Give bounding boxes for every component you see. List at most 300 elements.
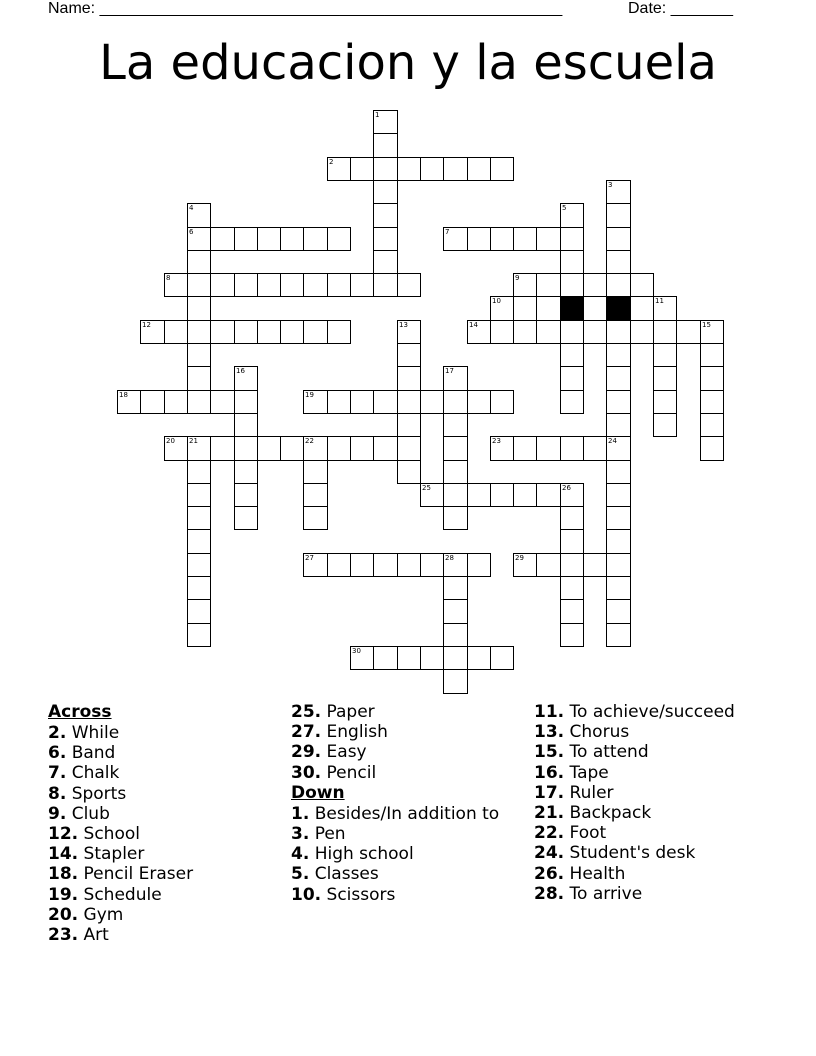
crossword-cell[interactable] [420, 553, 444, 577]
cell-number: 9 [515, 274, 520, 282]
crossword-cell[interactable] [536, 483, 561, 507]
cell-number: 3 [608, 181, 613, 189]
clue-number: 15. [534, 742, 565, 763]
clue-text: Tape [569, 762, 609, 783]
crossword-cell[interactable] [443, 413, 468, 437]
cell-number: 27 [305, 554, 314, 562]
clue-number: 12. [48, 824, 79, 845]
crossword-cell[interactable] [397, 390, 421, 414]
crossword-cell[interactable] [490, 320, 514, 344]
clue-number: 10. [291, 884, 322, 905]
crossword-cell[interactable] [676, 320, 701, 344]
crossword-cell[interactable] [467, 553, 491, 577]
cell-number: 16 [236, 367, 245, 375]
crossword-cell[interactable] [490, 227, 514, 251]
crossword-cell[interactable] [373, 646, 398, 670]
crossword-cell[interactable] [653, 390, 677, 414]
clue-item [48, 864, 283, 884]
crossword-cell[interactable] [187, 320, 211, 344]
clue-item [48, 885, 283, 905]
clue-item [48, 905, 283, 925]
crossword-cell[interactable] [397, 157, 421, 181]
cell-number: 30 [352, 647, 361, 655]
cell-number: 10 [492, 297, 501, 305]
clue-number: 4. [291, 844, 310, 865]
cell-number: 25 [422, 484, 431, 492]
crossword-cell[interactable] [327, 273, 351, 297]
cell-number: 23 [492, 437, 501, 445]
crossword-cell[interactable] [373, 553, 398, 577]
crossword-cell[interactable] [490, 390, 514, 414]
clue-item [534, 843, 769, 863]
crossword-cell[interactable] [536, 227, 561, 251]
crossword-cell[interactable] [606, 180, 631, 204]
clue-number: 13. [534, 722, 565, 743]
crossword-cell[interactable] [443, 669, 468, 694]
crossword-cell[interactable] [443, 553, 468, 577]
crossword-cell[interactable] [187, 250, 211, 274]
clue-item [291, 722, 526, 742]
clue-list [48, 702, 788, 962]
crossword-cell[interactable] [350, 157, 374, 181]
clue-item [291, 763, 526, 783]
crossword-cell[interactable] [164, 390, 188, 414]
crossword-cell[interactable] [653, 366, 677, 391]
crossword-cell[interactable] [164, 436, 188, 461]
crossword-cell[interactable] [606, 483, 631, 507]
crossword-cell[interactable] [606, 413, 631, 437]
crossword-cell[interactable] [350, 553, 374, 577]
crossword-cell[interactable] [420, 646, 444, 670]
clue-text: Student's desk [569, 843, 696, 864]
crossword-cell[interactable] [373, 227, 398, 251]
clue-column-1 [48, 702, 283, 945]
crossword-cell[interactable] [536, 436, 561, 461]
clue-item [48, 784, 283, 804]
crossword-cell[interactable] [606, 576, 631, 600]
crossword-cell[interactable] [210, 273, 235, 297]
crossword-cell[interactable] [653, 413, 677, 437]
crossword-cell[interactable] [303, 436, 328, 461]
crossword-cell[interactable] [606, 460, 631, 484]
clue-number: 3. [291, 824, 310, 845]
cell-number: 2 [329, 158, 334, 166]
crossword-cell[interactable] [467, 390, 491, 414]
crossword-cell[interactable] [606, 506, 631, 530]
crossword-cell[interactable] [257, 436, 281, 461]
crossword-cell[interactable] [420, 157, 444, 181]
clue-item [48, 804, 283, 824]
crossword-cell[interactable] [513, 320, 537, 344]
crossword-cell[interactable] [536, 296, 561, 321]
crossword-cell[interactable] [210, 227, 235, 251]
crossword-cell[interactable] [560, 227, 584, 251]
clue-number: 21. [534, 803, 565, 824]
cell-number: 28 [445, 554, 454, 562]
crossword-cell[interactable] [583, 320, 607, 344]
crossword-cell[interactable] [187, 390, 211, 414]
crossword-cell[interactable] [700, 366, 724, 391]
clue-text: Easy [326, 742, 367, 763]
crossword-cell[interactable] [467, 227, 491, 251]
clue-number: 22. [534, 823, 565, 844]
crossword-cell[interactable] [303, 553, 328, 577]
date-field-label: Date: _______ [628, 0, 733, 17]
clue-item [534, 864, 769, 884]
clue-number: 14. [48, 844, 79, 865]
clue-text: High school [314, 844, 414, 865]
cell-number: 12 [142, 321, 151, 329]
crossword-cell[interactable] [443, 506, 468, 530]
clue-text: Scissors [326, 884, 396, 905]
cell-number: 17 [445, 367, 454, 375]
crossword-cell[interactable] [443, 227, 468, 251]
crossword-cell[interactable] [164, 320, 188, 344]
clue-item [291, 844, 526, 864]
crossword-cell[interactable] [234, 390, 258, 414]
clue-number: 28. [534, 883, 565, 904]
crossword-cell[interactable] [443, 157, 468, 181]
clue-item [534, 722, 769, 742]
crossword-cell[interactable] [280, 320, 304, 344]
crossword-cell[interactable] [700, 390, 724, 414]
cell-number: 13 [399, 321, 408, 329]
crossword-cell[interactable] [234, 413, 258, 437]
crossword-cell[interactable] [373, 203, 398, 228]
crossword-cell[interactable] [606, 343, 631, 367]
crossword-cell[interactable] [560, 366, 584, 391]
crossword-cell[interactable] [350, 436, 374, 461]
clue-text: Health [569, 863, 626, 884]
crossword-cell[interactable] [397, 553, 421, 577]
crossword-cell[interactable] [467, 157, 491, 181]
clue-number: 23. [48, 925, 79, 946]
crossword-cell[interactable] [373, 133, 398, 158]
crossword-cell[interactable] [234, 506, 258, 530]
crossword-cell[interactable] [373, 250, 398, 274]
crossword-cell[interactable] [606, 320, 631, 344]
crossword-cell[interactable] [187, 623, 211, 647]
crossword-cell[interactable] [560, 506, 584, 530]
crossword-cell[interactable] [187, 436, 211, 461]
crossword-cell[interactable] [210, 436, 235, 461]
crossword-cell[interactable] [397, 366, 421, 391]
crossword-cell[interactable] [513, 553, 537, 577]
crossword-cell[interactable] [443, 576, 468, 600]
crossword-cell[interactable] [397, 273, 421, 297]
cell-number: 14 [469, 321, 478, 329]
crossword-cell[interactable] [280, 273, 304, 297]
clue-item [291, 824, 526, 844]
clue-number: 20. [48, 904, 79, 925]
crossword-cell[interactable] [187, 366, 211, 391]
clue-text: Pen [314, 824, 346, 845]
crossword-cell[interactable] [560, 343, 584, 367]
crossword-cell[interactable] [606, 250, 631, 274]
crossword-cell[interactable] [560, 436, 584, 461]
crossword-cell[interactable] [606, 273, 631, 297]
crossword-cell[interactable] [350, 646, 374, 670]
crossword-cell[interactable] [280, 436, 304, 461]
crossword-cell[interactable] [513, 227, 537, 251]
across-heading: Across [48, 702, 112, 722]
crossword-cell[interactable] [606, 599, 631, 624]
crossword-cell[interactable] [443, 646, 468, 670]
clue-text: Chalk [71, 763, 120, 784]
crossword-cell[interactable] [397, 436, 421, 461]
crossword-cell[interactable] [443, 436, 468, 461]
clue-text: Art [83, 925, 109, 946]
clue-item [534, 702, 769, 722]
crossword-cell[interactable] [630, 296, 654, 321]
crossword-cell[interactable] [560, 273, 584, 297]
cell-number: 18 [119, 391, 128, 399]
cell-number: 29 [515, 554, 524, 562]
crossword-cell[interactable] [234, 483, 258, 507]
crossword-cell[interactable] [606, 203, 631, 228]
clue-number: 30. [291, 762, 322, 783]
crossword-cell[interactable] [397, 646, 421, 670]
crossword-cell[interactable] [653, 320, 677, 344]
clue-text: Schedule [83, 884, 162, 905]
crossword-cell[interactable] [513, 296, 537, 321]
clue-number: 29. [291, 742, 322, 763]
clue-item [48, 743, 283, 763]
crossword-cell[interactable] [303, 273, 328, 297]
crossword-cell[interactable] [560, 483, 584, 507]
crossword-cell[interactable] [606, 366, 631, 391]
crossword-black-cell [560, 296, 584, 321]
clue-number: 5. [291, 864, 310, 885]
crossword-cell[interactable] [420, 483, 444, 507]
crossword-cell[interactable] [373, 390, 398, 414]
clue-column-2 [291, 702, 526, 905]
crossword-cell[interactable] [327, 436, 351, 461]
crossword-cell[interactable] [467, 646, 491, 670]
crossword-cell[interactable] [187, 203, 211, 228]
crossword-cell[interactable] [187, 296, 211, 321]
crossword-cell[interactable] [303, 390, 328, 414]
clue-text: Classes [314, 864, 379, 885]
crossword-cell[interactable] [373, 157, 398, 181]
crossword-cell[interactable] [187, 599, 211, 624]
crossword-cell[interactable] [234, 436, 258, 461]
crossword-cell[interactable] [187, 483, 211, 507]
crossword-cell[interactable] [443, 460, 468, 484]
crossword-cell[interactable] [187, 273, 211, 297]
crossword-cell[interactable] [187, 460, 211, 484]
crossword-cell[interactable] [583, 273, 607, 297]
crossword-cell[interactable] [140, 320, 165, 344]
crossword-cell[interactable] [117, 390, 141, 414]
clue-item [534, 803, 769, 823]
clue-text: Paper [326, 702, 375, 722]
crossword-cell[interactable] [443, 390, 468, 414]
clue-number: 27. [291, 722, 322, 743]
crossword-cell[interactable] [187, 576, 211, 600]
clue-number: 1. [291, 803, 310, 824]
crossword-cell[interactable] [560, 553, 584, 577]
clue-item [291, 804, 526, 824]
name-field-label: Name: ____________________________________________________ [48, 0, 563, 17]
crossword-cell[interactable] [606, 227, 631, 251]
crossword-cell[interactable] [303, 506, 328, 530]
crossword-cell[interactable] [187, 553, 211, 577]
crossword-cell[interactable] [140, 390, 165, 414]
crossword-cell[interactable] [164, 273, 188, 297]
crossword-cell[interactable] [443, 483, 468, 507]
crossword-cell[interactable] [397, 320, 421, 344]
crossword-cell[interactable] [443, 366, 468, 391]
crossword-cell[interactable] [513, 273, 537, 297]
crossword-cell[interactable] [700, 343, 724, 367]
crossword-cell[interactable] [303, 483, 328, 507]
crossword-cell[interactable] [187, 506, 211, 530]
clue-text: To attend [569, 742, 649, 763]
clue-item [291, 885, 526, 905]
crossword-cell[interactable] [606, 529, 631, 554]
crossword-cell[interactable] [303, 320, 328, 344]
crossword-cell[interactable] [210, 320, 235, 344]
crossword-cell[interactable] [373, 110, 398, 134]
crossword-cell[interactable] [560, 623, 584, 647]
crossword-cell[interactable] [350, 273, 374, 297]
clue-text: Pencil [326, 762, 377, 783]
crossword-cell[interactable] [397, 413, 421, 437]
crossword-cell[interactable] [327, 157, 351, 181]
crossword-cell[interactable] [234, 366, 258, 391]
crossword-cell[interactable] [700, 320, 724, 344]
crossword-cell[interactable] [583, 553, 607, 577]
cell-number: 26 [562, 484, 571, 492]
clue-item [291, 702, 526, 722]
crossword-cell[interactable] [327, 390, 351, 414]
cell-number: 19 [305, 391, 314, 399]
crossword-cell[interactable] [560, 599, 584, 624]
crossword-cell[interactable] [443, 599, 468, 624]
crossword-cell[interactable] [490, 646, 514, 670]
crossword-cell[interactable] [373, 180, 398, 204]
crossword-cell[interactable] [490, 483, 514, 507]
crossword-cell[interactable] [653, 343, 677, 367]
crossword-cell[interactable] [234, 273, 258, 297]
crossword-cell[interactable] [280, 227, 304, 251]
crossword-cell[interactable] [397, 343, 421, 367]
cell-number: 24 [608, 437, 617, 445]
clue-item [534, 763, 769, 783]
cell-number: 15 [702, 321, 711, 329]
crossword-cell[interactable] [187, 529, 211, 554]
crossword-cell[interactable] [583, 296, 607, 321]
clue-number: 26. [534, 863, 565, 884]
clue-number: 2. [48, 723, 67, 743]
crossword-cell[interactable] [187, 343, 211, 367]
clue-text: School [83, 824, 140, 845]
crossword-cell[interactable] [560, 576, 584, 600]
clue-item [48, 723, 283, 743]
clue-number: 25. [291, 702, 322, 722]
crossword-cell[interactable] [257, 273, 281, 297]
cell-number: 1 [375, 111, 380, 119]
crossword-cell[interactable] [630, 320, 654, 344]
clue-text: Backpack [569, 803, 652, 824]
crossword-cell[interactable] [606, 390, 631, 414]
crossword-cell[interactable] [560, 320, 584, 344]
crossword-cell[interactable] [467, 320, 491, 344]
crossword-cell[interactable] [327, 320, 351, 344]
clue-item [534, 783, 769, 803]
crossword-cell[interactable] [257, 320, 281, 344]
crossword-cell[interactable] [234, 227, 258, 251]
clue-number: 16. [534, 762, 565, 783]
crossword-cell[interactable] [560, 250, 584, 274]
clue-text: To arrive [569, 883, 643, 904]
crossword-cell[interactable] [303, 460, 328, 484]
crossword-cell[interactable] [606, 436, 631, 461]
crossword-cell[interactable] [536, 320, 561, 344]
clue-column-3 [534, 702, 769, 904]
crossword-cell[interactable] [513, 483, 537, 507]
crossword-cell[interactable] [234, 320, 258, 344]
clue-number: 24. [534, 843, 565, 864]
crossword-cell[interactable] [700, 413, 724, 437]
crossword-cell[interactable] [327, 227, 351, 251]
crossword-cell[interactable] [653, 296, 677, 321]
crossword-cell[interactable] [303, 227, 328, 251]
crossword-cell[interactable] [560, 390, 584, 414]
crossword-cell[interactable] [583, 436, 607, 461]
crossword-cell[interactable] [210, 390, 235, 414]
crossword-cell[interactable] [467, 483, 491, 507]
crossword-cell[interactable] [700, 436, 724, 461]
cell-number: 11 [655, 297, 664, 305]
crossword-cell[interactable] [560, 529, 584, 554]
crossword-cell[interactable] [234, 460, 258, 484]
clue-text: While [71, 723, 120, 743]
clue-item [534, 823, 769, 843]
crossword-cell[interactable] [443, 623, 468, 647]
clue-item [48, 844, 283, 864]
clue-item [48, 824, 283, 844]
clue-item [48, 925, 283, 945]
clue-item [291, 864, 526, 884]
crossword-cell[interactable] [327, 553, 351, 577]
crossword-cell[interactable] [420, 390, 444, 414]
crossword-cell[interactable] [536, 273, 561, 297]
crossword-cell[interactable] [490, 436, 514, 461]
crossword-cell[interactable] [513, 436, 537, 461]
crossword-cell[interactable] [350, 390, 374, 414]
crossword-cell[interactable] [630, 273, 654, 297]
cell-number: 22 [305, 437, 314, 445]
crossword-cell[interactable] [606, 553, 631, 577]
clue-number: 7. [48, 763, 67, 784]
page-title: La educacion y la escuela [99, 35, 717, 91]
crossword-cell[interactable] [257, 227, 281, 251]
crossword-cell[interactable] [490, 157, 514, 181]
crossword-cell[interactable] [606, 623, 631, 647]
crossword-cell[interactable] [490, 296, 514, 321]
clue-text: Foot [569, 823, 607, 844]
crossword-cell[interactable] [536, 553, 561, 577]
clue-number: 6. [48, 743, 67, 764]
crossword-cell[interactable] [373, 273, 398, 297]
crossword-cell[interactable] [187, 227, 211, 251]
crossword-cell[interactable] [560, 203, 584, 228]
clue-text: Club [71, 803, 110, 824]
crossword-cell[interactable] [397, 460, 421, 484]
crossword-cell[interactable] [373, 436, 398, 461]
